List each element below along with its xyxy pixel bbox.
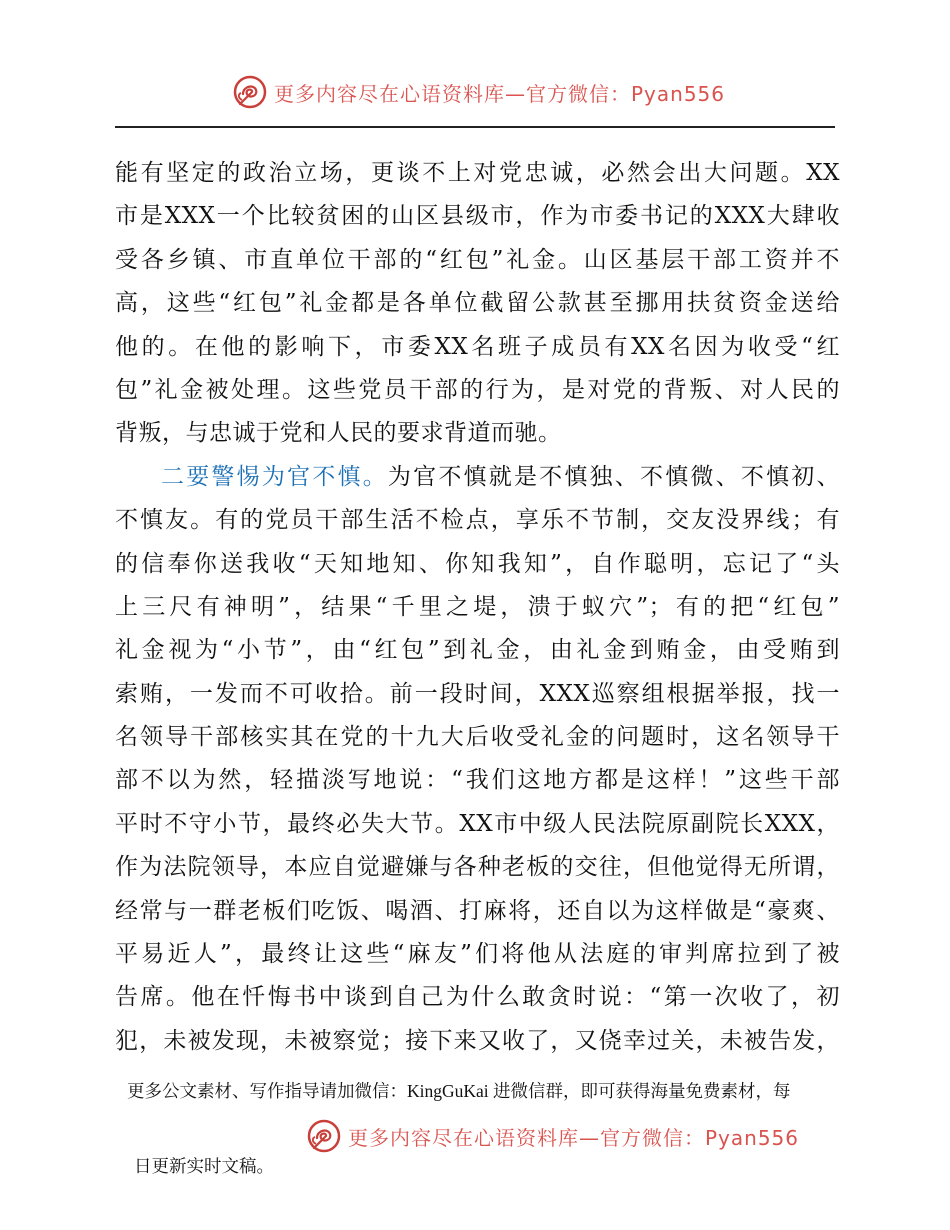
body-line: 能有坚定的政治立场，更谈不上对党忠诚，必然会出大问题。XX (115, 160, 840, 186)
rose-logo-icon (232, 74, 268, 110)
rose-logo-icon (306, 1118, 342, 1154)
body-line: 背叛，与忠诚于党和人民的要求背道而驰。 (115, 420, 562, 447)
body-line: 不慎友。有的党员干部生活不检点，享乐不节制，交友没界线；有 (115, 507, 840, 534)
body-line: 受各乡镇、市直单位干部的“红包”礼金。山区基层干部工资并不 (115, 246, 840, 273)
watermark-text: 更多内容尽在心语资料库—官方微信：Pyan556 (348, 1125, 800, 1150)
body-line: 市是XXX一个比较贫困的山区县级市，作为市委书记的XXX大肆收 (115, 203, 840, 230)
body-line: 包”礼金被处理。这些党员干部的行为，是对党的背叛、对人民的 (115, 376, 840, 403)
body-line: 犯，未被发现，未被察觉；接下来又收了，又侥幸过关，未被告发， (115, 1027, 840, 1054)
header-divider (115, 126, 835, 128)
body-line: 他的。在他的影响下，市委XX名班子成员有XX名因为收受“红 (115, 333, 840, 360)
footer-note-line2: 日更新实时文稿。 (134, 1156, 274, 1176)
footer-note-line1: 更多公文素材、写作指导请加微信：KingGuKai 进微信群，即可获得海量免费素材，每 (127, 1081, 791, 1101)
header-watermark (232, 72, 725, 112)
body-line: 高，这些“红包”礼金都是各单位截留公款甚至挪用扶贫资金送给 (115, 290, 840, 317)
section2-first-line (115, 456, 840, 499)
watermark-text: 更多内容尽在心语资料库—官方微信：Pyan556 (274, 81, 726, 106)
body-line: 作为法院领导，本应自觉避嫌与各种老板的交往，但他觉得无所谓， (115, 854, 840, 881)
document-body (115, 152, 840, 1063)
body-line: 上三尺有神明”，结果“千里之堤，溃于蚁穴”；有的把“红包” (115, 593, 840, 620)
body-line: 平易近人”，最终让这些“麻友”们将他从法庭的审判席拉到了被 (115, 941, 840, 968)
body-line: 的信奉你送我收“天知地知、你知我知”，自作聪明，忘记了“头 (115, 550, 840, 577)
body-line: 平时不守小节，最终必失大节。XX市中级人民法院原副院长XXX， (115, 810, 840, 837)
body-line: 名领导干部核实其在党的十九大后收受礼金的问题时，这名领导干 (115, 724, 840, 751)
section2-first-line-text: 为官不慎就是不慎独、不慎微、不慎初、 (387, 463, 841, 490)
body-line: 经常与一群老板们吃饭、喝酒、打麻将，还自以为这样做是“豪爽、 (115, 897, 840, 924)
body-line: 告席。他在忏悔书中谈到自己为什么敢贪时说：“第一次收了，初 (115, 984, 840, 1011)
section2-heading: 二要警惕为官不慎。 (161, 463, 388, 490)
footer-watermark (306, 1116, 799, 1156)
body-line: 部不以为然，轻描淡写地说：“我们这地方都是这样！”这些干部 (115, 767, 840, 794)
body-line: 索贿，一发而不可收拾。前一段时间，XXX巡察组根据举报，找一 (115, 680, 840, 707)
body-line: 礼金视为“小节”，由“红包”到礼金，由礼金到贿金，由受贿到 (115, 637, 840, 664)
